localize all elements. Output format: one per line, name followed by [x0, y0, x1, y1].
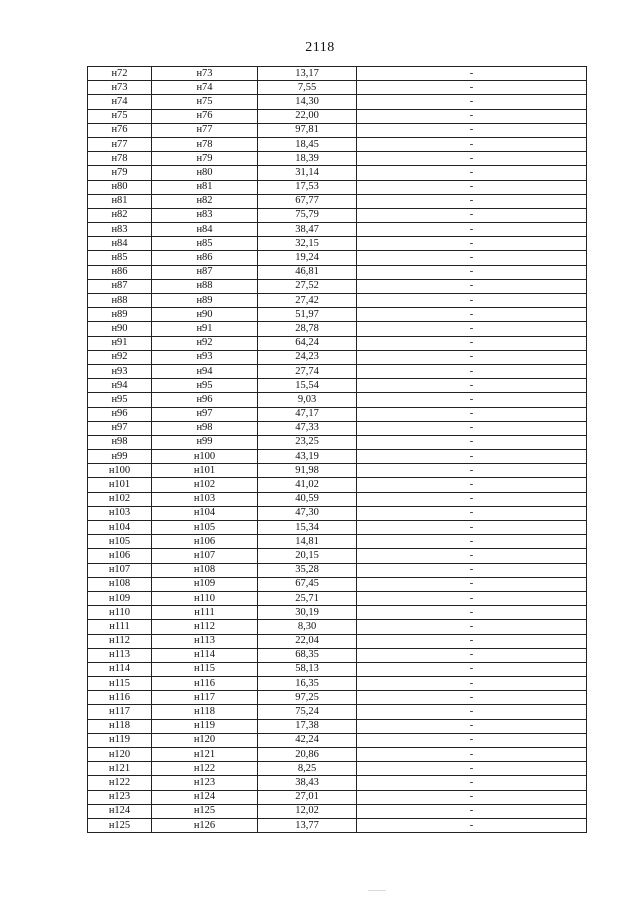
- to-point-cell: н117: [152, 691, 258, 705]
- table-row: [88, 180, 587, 194]
- length-cell: 91,98: [258, 464, 357, 478]
- table-row: [88, 818, 587, 832]
- table-row: [88, 634, 587, 648]
- table-row: [88, 748, 587, 762]
- from-point-cell: н75: [88, 109, 152, 123]
- note-cell: -: [357, 591, 587, 605]
- table-row: [88, 194, 587, 208]
- note-cell: -: [357, 563, 587, 577]
- to-point-cell: н119: [152, 719, 258, 733]
- note-cell: -: [357, 109, 587, 123]
- from-point-cell: н109: [88, 591, 152, 605]
- note-cell: -: [357, 237, 587, 251]
- length-cell: 58,13: [258, 662, 357, 676]
- to-point-cell: н78: [152, 137, 258, 151]
- table-row: [88, 733, 587, 747]
- table-row: [88, 776, 587, 790]
- from-point-cell: н97: [88, 421, 152, 435]
- length-cell: 46,81: [258, 265, 357, 279]
- length-cell: 75,24: [258, 705, 357, 719]
- length-cell: 7,55: [258, 81, 357, 95]
- from-point-cell: н73: [88, 81, 152, 95]
- from-point-cell: н102: [88, 492, 152, 506]
- from-point-cell: н78: [88, 152, 152, 166]
- table-row: [88, 662, 587, 676]
- to-point-cell: н115: [152, 662, 258, 676]
- note-cell: -: [357, 634, 587, 648]
- note-cell: -: [357, 393, 587, 407]
- from-point-cell: н96: [88, 407, 152, 421]
- note-cell: -: [357, 407, 587, 421]
- length-cell: 12,02: [258, 804, 357, 818]
- length-cell: 43,19: [258, 450, 357, 464]
- note-cell: -: [357, 180, 587, 194]
- to-point-cell: н107: [152, 549, 258, 563]
- from-point-cell: н74: [88, 95, 152, 109]
- from-point-cell: н124: [88, 804, 152, 818]
- length-cell: 27,42: [258, 294, 357, 308]
- length-cell: 27,01: [258, 790, 357, 804]
- table-row: [88, 137, 587, 151]
- note-cell: -: [357, 251, 587, 265]
- from-point-cell: н119: [88, 733, 152, 747]
- to-point-cell: н108: [152, 563, 258, 577]
- table-row: [88, 790, 587, 804]
- from-point-cell: н125: [88, 818, 152, 832]
- to-point-cell: н112: [152, 620, 258, 634]
- from-point-cell: н114: [88, 662, 152, 676]
- table-row: [88, 67, 587, 81]
- length-cell: 40,59: [258, 492, 357, 506]
- note-cell: -: [357, 535, 587, 549]
- note-cell: -: [357, 677, 587, 691]
- note-cell: -: [357, 123, 587, 137]
- from-point-cell: н95: [88, 393, 152, 407]
- table-row: [88, 364, 587, 378]
- to-point-cell: н116: [152, 677, 258, 691]
- table-row: [88, 549, 587, 563]
- table-row: [88, 620, 587, 634]
- note-cell: -: [357, 762, 587, 776]
- note-cell: -: [357, 265, 587, 279]
- note-cell: -: [357, 818, 587, 832]
- to-point-cell: н106: [152, 535, 258, 549]
- length-cell: 32,15: [258, 237, 357, 251]
- scan-artifact: [368, 890, 386, 891]
- from-point-cell: н72: [88, 67, 152, 81]
- length-cell: 15,34: [258, 521, 357, 535]
- to-point-cell: н97: [152, 407, 258, 421]
- note-cell: -: [357, 336, 587, 350]
- note-cell: -: [357, 790, 587, 804]
- length-cell: 20,86: [258, 748, 357, 762]
- length-cell: 16,35: [258, 677, 357, 691]
- page-number: 2118: [305, 40, 335, 55]
- note-cell: -: [357, 748, 587, 762]
- to-point-cell: н125: [152, 804, 258, 818]
- to-point-cell: н73: [152, 67, 258, 81]
- from-point-cell: н111: [88, 620, 152, 634]
- table-row: [88, 123, 587, 137]
- note-cell: -: [357, 379, 587, 393]
- length-cell: 22,04: [258, 634, 357, 648]
- from-point-cell: н113: [88, 648, 152, 662]
- note-cell: -: [357, 279, 587, 293]
- table-row: [88, 677, 587, 691]
- note-cell: -: [357, 350, 587, 364]
- from-point-cell: н81: [88, 194, 152, 208]
- length-cell: 22,00: [258, 109, 357, 123]
- from-point-cell: н107: [88, 563, 152, 577]
- note-cell: -: [357, 308, 587, 322]
- to-point-cell: н114: [152, 648, 258, 662]
- note-cell: -: [357, 294, 587, 308]
- length-cell: 27,74: [258, 364, 357, 378]
- to-point-cell: н99: [152, 435, 258, 449]
- note-cell: -: [357, 478, 587, 492]
- note-cell: -: [357, 322, 587, 336]
- table-row: [88, 208, 587, 222]
- table-row: [88, 478, 587, 492]
- table-row: [88, 350, 587, 364]
- note-cell: -: [357, 208, 587, 222]
- note-cell: -: [357, 194, 587, 208]
- from-point-cell: н90: [88, 322, 152, 336]
- length-cell: 38,43: [258, 776, 357, 790]
- length-cell: 18,39: [258, 152, 357, 166]
- table-row: [88, 265, 587, 279]
- length-cell: 30,19: [258, 606, 357, 620]
- from-point-cell: н101: [88, 478, 152, 492]
- length-cell: 20,15: [258, 549, 357, 563]
- length-cell: 67,45: [258, 577, 357, 591]
- table-row: [88, 95, 587, 109]
- to-point-cell: н126: [152, 818, 258, 832]
- table-row: [88, 762, 587, 776]
- to-point-cell: н113: [152, 634, 258, 648]
- to-point-cell: н104: [152, 506, 258, 520]
- from-point-cell: н118: [88, 719, 152, 733]
- to-point-cell: н94: [152, 364, 258, 378]
- table-row: [88, 308, 587, 322]
- to-point-cell: н88: [152, 279, 258, 293]
- to-point-cell: н120: [152, 733, 258, 747]
- from-point-cell: н92: [88, 350, 152, 364]
- length-cell: 24,23: [258, 350, 357, 364]
- table-row: [88, 577, 587, 591]
- from-point-cell: н84: [88, 237, 152, 251]
- note-cell: -: [357, 364, 587, 378]
- table-row: [88, 535, 587, 549]
- length-cell: 14,81: [258, 535, 357, 549]
- length-cell: 64,24: [258, 336, 357, 350]
- from-point-cell: н82: [88, 208, 152, 222]
- to-point-cell: н111: [152, 606, 258, 620]
- to-point-cell: н90: [152, 308, 258, 322]
- from-point-cell: н88: [88, 294, 152, 308]
- from-point-cell: н79: [88, 166, 152, 180]
- length-cell: 14,30: [258, 95, 357, 109]
- table-row: [88, 166, 587, 180]
- length-cell: 38,47: [258, 223, 357, 237]
- to-point-cell: н95: [152, 379, 258, 393]
- length-cell: 47,30: [258, 506, 357, 520]
- to-point-cell: н75: [152, 95, 258, 109]
- length-cell: 75,79: [258, 208, 357, 222]
- from-point-cell: н76: [88, 123, 152, 137]
- from-point-cell: н99: [88, 450, 152, 464]
- length-cell: 18,45: [258, 137, 357, 151]
- table-row: [88, 591, 587, 605]
- note-cell: -: [357, 152, 587, 166]
- table-row: [88, 336, 587, 350]
- from-point-cell: н104: [88, 521, 152, 535]
- note-cell: -: [357, 223, 587, 237]
- length-cell: 17,53: [258, 180, 357, 194]
- table-row: [88, 435, 587, 449]
- from-point-cell: н77: [88, 137, 152, 151]
- to-point-cell: н81: [152, 180, 258, 194]
- boundary-segments-table: [87, 66, 587, 833]
- length-cell: 47,17: [258, 407, 357, 421]
- note-cell: -: [357, 549, 587, 563]
- note-cell: -: [357, 95, 587, 109]
- length-cell: 31,14: [258, 166, 357, 180]
- note-cell: -: [357, 435, 587, 449]
- note-cell: -: [357, 492, 587, 506]
- from-point-cell: н94: [88, 379, 152, 393]
- to-point-cell: н96: [152, 393, 258, 407]
- length-cell: 15,54: [258, 379, 357, 393]
- length-cell: 8,30: [258, 620, 357, 634]
- note-cell: -: [357, 648, 587, 662]
- table-row: [88, 606, 587, 620]
- note-cell: -: [357, 719, 587, 733]
- from-point-cell: н98: [88, 435, 152, 449]
- from-point-cell: н85: [88, 251, 152, 265]
- length-cell: 47,33: [258, 421, 357, 435]
- length-cell: 28,78: [258, 322, 357, 336]
- note-cell: -: [357, 421, 587, 435]
- from-point-cell: н93: [88, 364, 152, 378]
- from-point-cell: н91: [88, 336, 152, 350]
- length-cell: 8,25: [258, 762, 357, 776]
- table-row: [88, 251, 587, 265]
- to-point-cell: н100: [152, 450, 258, 464]
- note-cell: -: [357, 804, 587, 818]
- note-cell: -: [357, 577, 587, 591]
- table-row: [88, 521, 587, 535]
- to-point-cell: н101: [152, 464, 258, 478]
- from-point-cell: н115: [88, 677, 152, 691]
- to-point-cell: н89: [152, 294, 258, 308]
- from-point-cell: н117: [88, 705, 152, 719]
- from-point-cell: н83: [88, 223, 152, 237]
- note-cell: -: [357, 662, 587, 676]
- note-cell: -: [357, 691, 587, 705]
- table-row: [88, 563, 587, 577]
- from-point-cell: н116: [88, 691, 152, 705]
- to-point-cell: н84: [152, 223, 258, 237]
- to-point-cell: н79: [152, 152, 258, 166]
- table-row: [88, 393, 587, 407]
- length-cell: 35,28: [258, 563, 357, 577]
- from-point-cell: н108: [88, 577, 152, 591]
- to-point-cell: н105: [152, 521, 258, 535]
- length-cell: 13,77: [258, 818, 357, 832]
- note-cell: -: [357, 776, 587, 790]
- to-point-cell: н87: [152, 265, 258, 279]
- note-cell: -: [357, 733, 587, 747]
- table-row: [88, 464, 587, 478]
- length-cell: 68,35: [258, 648, 357, 662]
- table-row: [88, 223, 587, 237]
- length-cell: 97,81: [258, 123, 357, 137]
- from-point-cell: н106: [88, 549, 152, 563]
- length-cell: 25,71: [258, 591, 357, 605]
- table-row: [88, 322, 587, 336]
- to-point-cell: н77: [152, 123, 258, 137]
- to-point-cell: н110: [152, 591, 258, 605]
- to-point-cell: н76: [152, 109, 258, 123]
- length-cell: 27,52: [258, 279, 357, 293]
- table-row: [88, 705, 587, 719]
- to-point-cell: н98: [152, 421, 258, 435]
- table-row: [88, 506, 587, 520]
- table-row: [88, 294, 587, 308]
- note-cell: -: [357, 166, 587, 180]
- to-point-cell: н74: [152, 81, 258, 95]
- from-point-cell: н123: [88, 790, 152, 804]
- to-point-cell: н80: [152, 166, 258, 180]
- table-row: [88, 152, 587, 166]
- length-cell: 97,25: [258, 691, 357, 705]
- table-row: [88, 81, 587, 95]
- from-point-cell: н87: [88, 279, 152, 293]
- table-row: [88, 407, 587, 421]
- to-point-cell: н93: [152, 350, 258, 364]
- from-point-cell: н86: [88, 265, 152, 279]
- table-row: [88, 492, 587, 506]
- from-point-cell: н122: [88, 776, 152, 790]
- to-point-cell: н124: [152, 790, 258, 804]
- note-cell: -: [357, 606, 587, 620]
- note-cell: -: [357, 521, 587, 535]
- table-row: [88, 450, 587, 464]
- to-point-cell: н85: [152, 237, 258, 251]
- length-cell: 67,77: [258, 194, 357, 208]
- note-cell: -: [357, 137, 587, 151]
- table-row: [88, 804, 587, 818]
- note-cell: -: [357, 450, 587, 464]
- table-row: [88, 719, 587, 733]
- length-cell: 13,17: [258, 67, 357, 81]
- from-point-cell: н110: [88, 606, 152, 620]
- table-row: [88, 691, 587, 705]
- table-row: [88, 379, 587, 393]
- from-point-cell: н121: [88, 762, 152, 776]
- to-point-cell: н121: [152, 748, 258, 762]
- length-cell: 17,38: [258, 719, 357, 733]
- note-cell: -: [357, 506, 587, 520]
- from-point-cell: н112: [88, 634, 152, 648]
- to-point-cell: н92: [152, 336, 258, 350]
- length-cell: 9,03: [258, 393, 357, 407]
- note-cell: -: [357, 67, 587, 81]
- note-cell: -: [357, 81, 587, 95]
- note-cell: -: [357, 620, 587, 634]
- length-cell: 51,97: [258, 308, 357, 322]
- from-point-cell: н100: [88, 464, 152, 478]
- table-row: [88, 109, 587, 123]
- to-point-cell: н83: [152, 208, 258, 222]
- to-point-cell: н103: [152, 492, 258, 506]
- to-point-cell: н123: [152, 776, 258, 790]
- from-point-cell: н89: [88, 308, 152, 322]
- length-cell: 19,24: [258, 251, 357, 265]
- to-point-cell: н102: [152, 478, 258, 492]
- to-point-cell: н82: [152, 194, 258, 208]
- to-point-cell: н122: [152, 762, 258, 776]
- from-point-cell: н80: [88, 180, 152, 194]
- length-cell: 41,02: [258, 478, 357, 492]
- from-point-cell: н105: [88, 535, 152, 549]
- to-point-cell: н86: [152, 251, 258, 265]
- length-cell: 23,25: [258, 435, 357, 449]
- note-cell: -: [357, 464, 587, 478]
- note-cell: -: [357, 705, 587, 719]
- to-point-cell: н91: [152, 322, 258, 336]
- from-point-cell: н103: [88, 506, 152, 520]
- table-row: [88, 648, 587, 662]
- length-cell: 42,24: [258, 733, 357, 747]
- table-row: [88, 279, 587, 293]
- table-row: [88, 237, 587, 251]
- to-point-cell: н118: [152, 705, 258, 719]
- table-row: [88, 421, 587, 435]
- to-point-cell: н109: [152, 577, 258, 591]
- from-point-cell: н120: [88, 748, 152, 762]
- table-body: [88, 67, 587, 833]
